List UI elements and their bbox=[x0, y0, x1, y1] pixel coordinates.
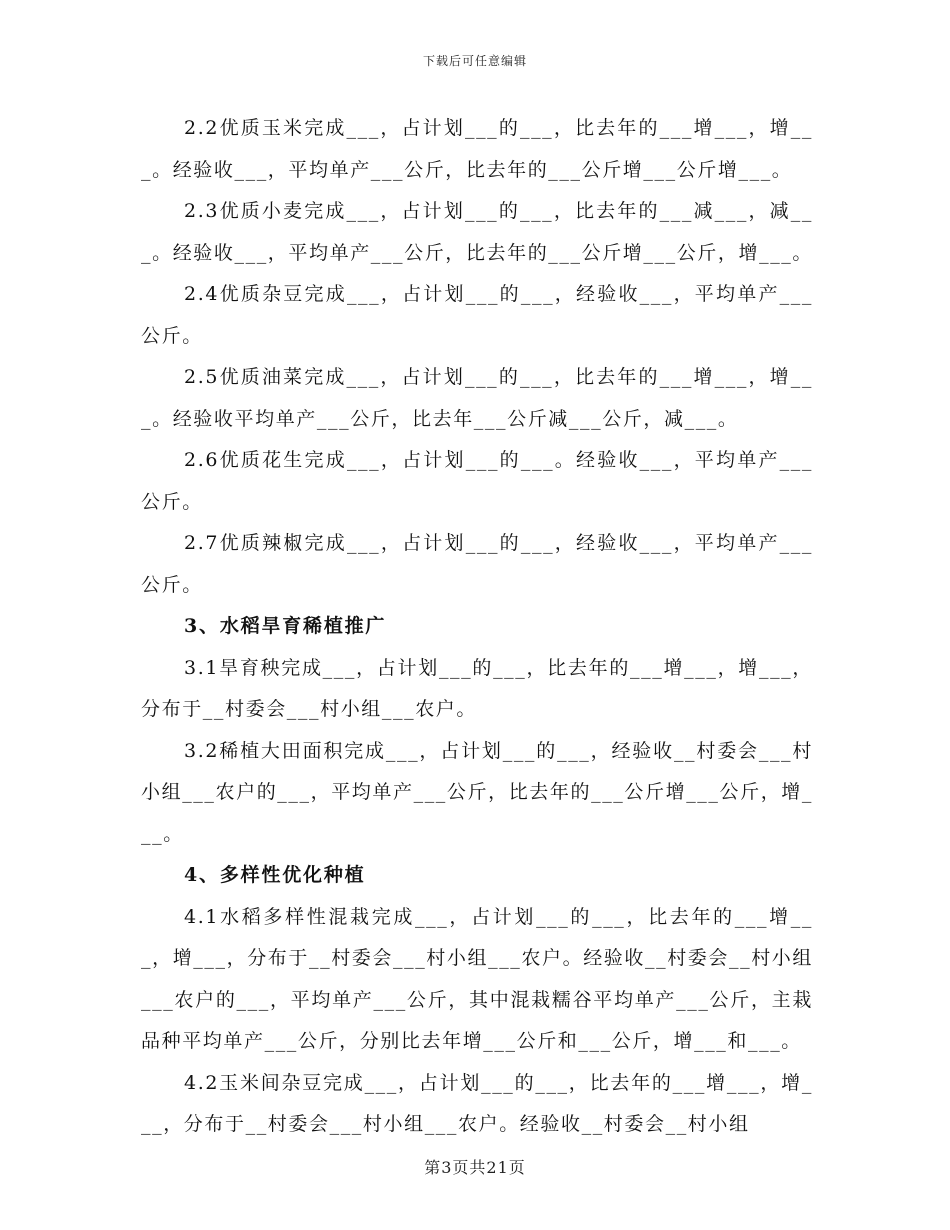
document-body bbox=[141, 108, 813, 1146]
para-2-7: 2.7优质辣椒完成___，占计划___的___，经验收___，平均单产___公斤。 bbox=[141, 532, 813, 596]
page-header-note: 下载后可任意编辑 bbox=[422, 54, 527, 68]
para-4-1: 4.1水稻多样性混栽完成___，占计划___的___，比去年的___增___，增___，分布于__村委会___村小组___农户。经验收__村委会__村小组___农户的___，平均单产___公斤，其中混栽糯谷平均单产___公斤，主栽品种平均单产___公斤，分别比去年增___公斤和___公斤，增___和___。 bbox=[141, 905, 814, 1052]
section-4-heading: 4、多样性优化种植 bbox=[184, 864, 366, 886]
para-3-1: 3.1旱育秧完成___，占计划___的___，比去年的___增___，增___，分布于__村委会___村小组___农户。 bbox=[141, 656, 813, 720]
para-2-3: 2.3优质小麦完成___，占计划___的___，比去年的___减___，减___。经验收___，平均单产___公斤，比去年的___公斤增___公斤，增___。 bbox=[141, 200, 814, 264]
para-4-2: 4.2玉米间杂豆完成___，占计划___的___，比去年的___增___，增___，分布于__村委会___村小组___农户。经验收__村委会__村小组 bbox=[141, 1071, 813, 1135]
para-2-2: 2.2优质玉米完成___，占计划___的___，比去年的___增___，增___。经验收___，平均单产___公斤，比去年的___公斤增___公斤增___。 bbox=[141, 117, 813, 181]
section-3-heading: 3、水稻旱育稀植推广 bbox=[184, 615, 387, 637]
page-number: 第3页共21页 bbox=[424, 1158, 526, 1177]
para-2-4: 2.4优质杂豆完成___，占计划___的___，经验收___，平均单产___公斤。 bbox=[141, 283, 813, 347]
para-2-6: 2.6优质花生完成___，占计划___的___。经验收___，平均单产___公斤。 bbox=[141, 449, 813, 513]
para-3-2: 3.2稀植大田面积完成___，占计划___的___，经验收__村委会___村小组___农户的___，平均单产___公斤，比去年的___公斤增___公斤，增___。 bbox=[141, 739, 814, 845]
para-2-5: 2.5优质油菜完成___，占计划___的___，比去年的___增___，增___。经验收平均单产___公斤，比去年___公斤减___公斤，减___。 bbox=[141, 366, 813, 430]
